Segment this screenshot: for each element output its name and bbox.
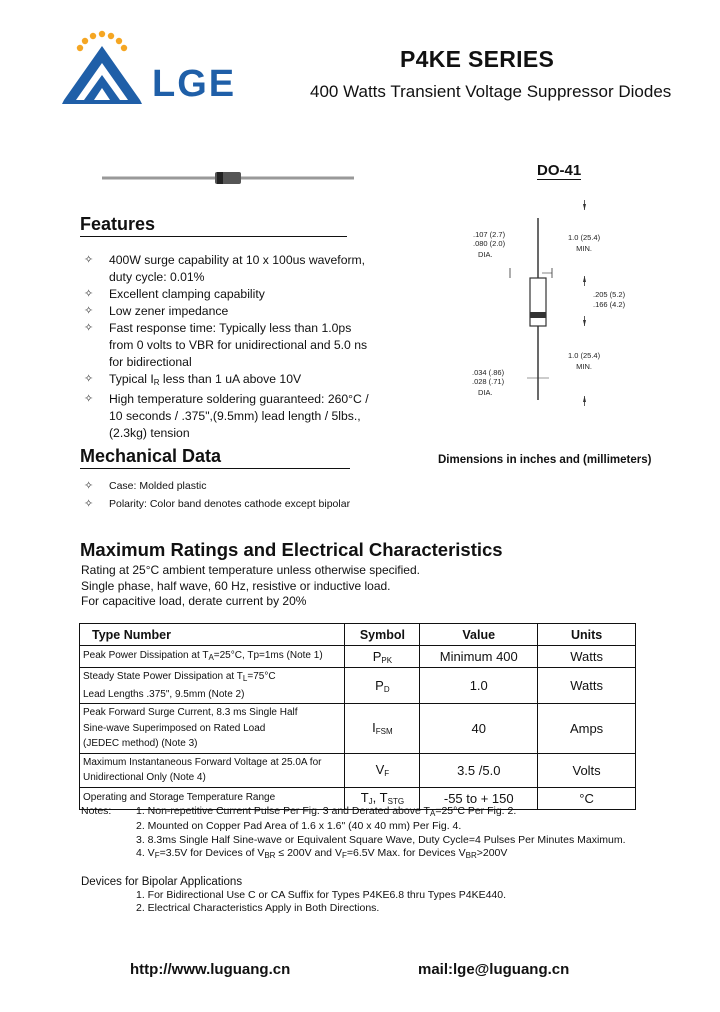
table-row [80, 753, 636, 787]
dimension-note: Dimensions in inches and (millimeters) [438, 454, 652, 466]
note-item: 1. Non-repetitive Current Pulse Per Fig. 3 and Derated above $T_A=25^\circ C$ Per Fig. 2. [136, 805, 517, 818]
value-cell: 3.5 /5.0 [420, 753, 538, 787]
list-item: ✧ Fast response time: Typically less than 1.0ps from 0 volts to VBR for unidirectional and 5.0 ns for bidirectional [84, 321, 368, 369]
diamond-bullet-icon: ✧ [84, 288, 94, 300]
ratings-table [79, 623, 636, 810]
note-item: 3. 8.3ms Single Half Sine-wave or Equivalent Square Wave, Duty Cycle=4 Pulses Per Minutes Maximum. [136, 833, 626, 846]
unit-cell: Amps [538, 704, 636, 754]
list-item: ✧ Case: Molded plastic [84, 477, 384, 495]
features-list [84, 252, 374, 442]
param-cell: Operating and Storage Temperature Range [80, 787, 345, 809]
list-item: ✧ Low zener impedance [84, 304, 229, 318]
diamond-bullet-icon: ✧ [84, 254, 94, 266]
symbol-cell: $P_D$ [345, 668, 420, 704]
diode-side-view [100, 168, 356, 188]
series-subtitle: 400 Watts Transient Voltage Suppressor Diodes [310, 82, 672, 101]
ratings-intro-line: For capacitive load, derate current by 20% [81, 594, 307, 608]
dim-len-bot-b: MIN. [576, 362, 592, 371]
param-cell: Steady State Power Dissipation at $T_L=75^\circ C$ Lead Lengths .375", 9.5mm (Note 2) [80, 668, 345, 704]
ratings-intro-line: Single phase, half wave, 60 Hz, resistive or inductive load. [81, 578, 391, 593]
col-header-value: Value [420, 624, 538, 646]
diamond-bullet-icon: ✧ [84, 498, 94, 510]
param-cell: Maximum Instantaneous Forward Voltage at 25.0A for Unidirectional Only (Note 4) [80, 753, 345, 787]
dim-body-a: .205 (5.2) [593, 290, 626, 299]
series-title: P4KE SERIES [400, 46, 555, 72]
col-header-type: Type Number [80, 624, 345, 646]
note-item: 2. Electrical Characteristics Apply in Both Directions. [136, 902, 380, 915]
mechanical-heading: Mechanical Data [80, 446, 350, 469]
list-item: ✧ Typical $I_R$ less than 1 uA above 10V [84, 372, 302, 387]
ratings-heading: Maximum Ratings and Electrical Characteristics [80, 539, 503, 560]
dim-wire-c: DIA. [478, 388, 493, 397]
ratings-intro [81, 563, 481, 610]
unit-cell: °C [538, 787, 636, 809]
dim-lead-dia-a: .107 (2.7) [473, 230, 506, 239]
package-name: DO-41 [537, 162, 582, 179]
table-row [80, 668, 636, 704]
note-item: 2. Mounted on Copper Pad Area of 1.6 x 1.6" (40 x 40 mm) Per Fig. 4. [136, 820, 462, 833]
dim-lead-dia-c: DIA. [478, 250, 493, 259]
ratings-intro-line: Rating at 25°C ambient temperature unless otherwise specified. [81, 563, 420, 577]
symbol-cell: $V_F$ [345, 753, 420, 787]
param-cell: Peak Forward Surge Current, 8.3 ms Single Half Sine-wave Superimposed on Rated Load (JEDEC method) (Note 3) [80, 704, 345, 754]
list-item: ✧ High temperature soldering guaranteed: 260°C / 10 seconds / .375",(9.5mm) lead length / 5lbs.,(2.3kg) tension [84, 392, 369, 440]
table-row [80, 646, 636, 668]
param-cell: Peak Power Dissipation at $T_A=25^\circ C$, Tp=1ms (Note 1) [80, 646, 345, 668]
lge-logo [62, 28, 262, 108]
symbol-cell: $T_J$, $T_{STG}$ [345, 787, 420, 809]
footer-email-link[interactable]: mail:lge@luguang.cn [418, 961, 570, 978]
list-item: ✧ Polarity: Color band denotes cathode except bipolar [84, 495, 384, 513]
bipolar-section [81, 875, 641, 916]
dim-wire-b: .028 (.71) [472, 377, 505, 386]
mechanical-list [84, 477, 384, 513]
features-heading: Features [80, 214, 347, 237]
notes-label: Notes: [81, 805, 112, 817]
dim-len-top-b: MIN. [576, 244, 592, 253]
col-header-symbol: Symbol [345, 624, 420, 646]
dim-len-top-a: 1.0 (25.4) [568, 233, 601, 242]
mountain-icon [62, 46, 142, 104]
note-item: 1. For Bidirectional Use C or CA Suffix for Types P4KE6.8 thru Types P4KE440. [136, 889, 507, 901]
diamond-bullet-icon: ✧ [84, 393, 94, 405]
unit-cell: Watts [538, 646, 636, 668]
diamond-bullet-icon: ✧ [84, 305, 94, 317]
symbol-cell: $I_{FSM}$ [345, 704, 420, 754]
value-cell: 1.0 [420, 668, 538, 704]
symbol-cell: $P_{PK}$ [345, 646, 420, 668]
value-cell: Minimum 400 [420, 646, 538, 668]
list-item: ✧ Excellent clamping capability [84, 287, 265, 301]
diamond-bullet-icon: ✧ [84, 373, 94, 385]
dim-body-b: .166 (4.2) [593, 300, 626, 309]
value-cell: 40 [420, 704, 538, 754]
diamond-bullet-icon: ✧ [84, 322, 94, 334]
logo-text: LGE [152, 63, 237, 105]
table-header-row [80, 624, 636, 646]
note-item: 4. $V_F=3.5V$ for Devices of $V_{BR} \le 200V$ and $V_F=6.5V$ Max. for Devices $V_{BR}>200V$ [136, 846, 508, 860]
diamond-bullet-icon: ✧ [84, 480, 94, 492]
unit-cell: Volts [538, 753, 636, 787]
footer-website-link[interactable]: http://www.luguang.cn [130, 961, 291, 978]
col-header-units: Units [538, 624, 636, 646]
table-row [80, 704, 636, 754]
dim-lead-dia-b: .080 (2.0) [473, 239, 506, 248]
unit-cell: Watts [538, 668, 636, 704]
list-item: ✧ 400W surge capability at 10 x 100us waveform, duty cycle: 0.01% [84, 253, 366, 284]
dim-len-bot-a: 1.0 (25.4) [568, 351, 601, 360]
dim-wire-a: .034 (.86) [472, 368, 505, 377]
bipolar-heading: Devices for Bipolar Applications [81, 876, 243, 888]
value-cell: -55 to + 150 [420, 787, 538, 809]
